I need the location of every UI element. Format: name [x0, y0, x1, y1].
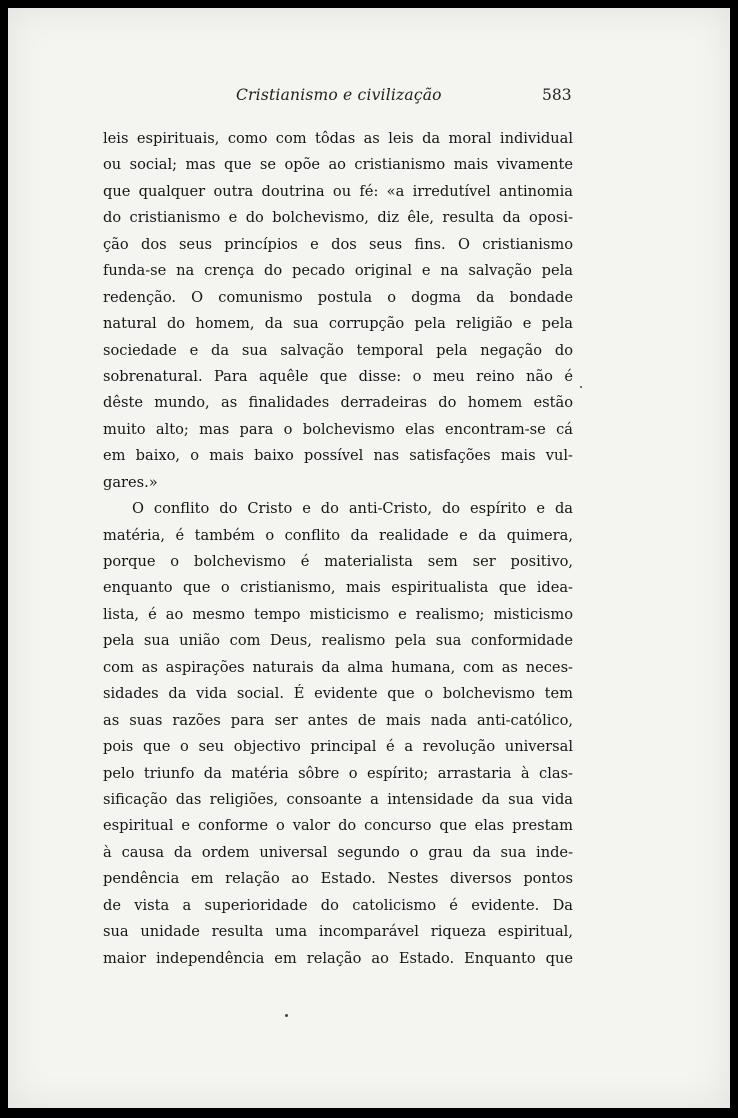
- text-line: ção dos seus princípios e dos seus fins. O cristianismo: [103, 235, 573, 253]
- text-line: sobrenatural. Para aquêle que disse: o meu reino não é: [103, 367, 573, 385]
- book-page: [8, 8, 730, 1108]
- text-line: sua unidade resulta uma incomparável riqueza espiritual,: [103, 923, 573, 941]
- text-line: porque o bolchevismo é materialista sem ser positivo,: [103, 553, 573, 570]
- text-line: espiritual e conforme o valor do concurso que elas prestam: [103, 817, 573, 835]
- text-line: matéria, é também o conflito da realidade e da quimera,: [103, 526, 573, 544]
- text-line: de vista a superioridade do catolicismo é evidente. Da: [103, 896, 573, 914]
- scan-speck: [285, 1014, 288, 1017]
- running-header: [8, 86, 730, 110]
- text-line: sociedade e da sua salvação temporal pela negação do: [103, 341, 573, 359]
- text-line: em baixo, o mais baixo possível nas satisfações mais vul-: [103, 447, 573, 465]
- scan-speck: [580, 386, 582, 388]
- text-line: sificação das religiões, consoante a intensidade da sua vida: [103, 790, 573, 808]
- page-number: 583: [542, 86, 572, 104]
- running-title: Cristianismo e civilização: [236, 86, 442, 104]
- text-line: pelo triunfo da matéria sôbre o espírito; arrastaria à clas-: [103, 764, 573, 782]
- text-line-paragraph-start: O conflito do Cristo e do anti-Cristo, do espírito e da: [132, 500, 573, 518]
- text-line: que qualquer outra doutrina ou fé: «a irredutível antinomia: [103, 182, 573, 200]
- text-line: natural do homem, da sua corrupção pela religião e pela: [103, 315, 573, 333]
- text-line: maior independência em relação ao Estado. Enquanto que: [103, 949, 573, 967]
- text-line: do cristianismo e do bolchevismo, diz êle, resulta da oposi-: [103, 209, 573, 227]
- text-line: redenção. O comunismo postula o dogma da bondade: [103, 288, 573, 306]
- text-line: leis espirituais, como com tôdas as leis da moral individual: [103, 130, 573, 147]
- text-line: ou social; mas que se opõe ao cristianismo mais vivamente: [103, 156, 573, 174]
- text-line: à causa da ordem universal segundo o grau da sua inde-: [103, 843, 573, 861]
- text-line: funda-se na crença do pecado original e na salvação pela: [103, 262, 573, 280]
- text-line: pendência em relação ao Estado. Nestes diversos pontos: [103, 870, 573, 888]
- text-line: enquanto que o cristianismo, mais espiritualista que idea-: [103, 579, 573, 597]
- text-line: pela sua união com Deus, realismo pela sua conformidade: [103, 632, 573, 650]
- text-line-paragraph-end: gares.»: [103, 473, 158, 491]
- text-line: dêste mundo, as finalidades derradeiras do homem estão: [103, 394, 573, 412]
- text-line: sidades da vida social. É evidente que o bolchevismo tem: [103, 685, 573, 703]
- text-line: pois que o seu objectivo principal é a revolução universal: [103, 738, 573, 756]
- text-line: muito alto; mas para o bolchevismo elas encontram-se cá: [103, 420, 573, 438]
- body-text: [103, 126, 573, 972]
- text-line: as suas razões para ser antes de mais nada anti-católico,: [103, 711, 573, 729]
- text-line: com as aspirações naturais da alma humana, com as neces-: [103, 658, 573, 676]
- text-line: lista, é ao mesmo tempo misticismo e realismo; misticismo: [103, 605, 573, 623]
